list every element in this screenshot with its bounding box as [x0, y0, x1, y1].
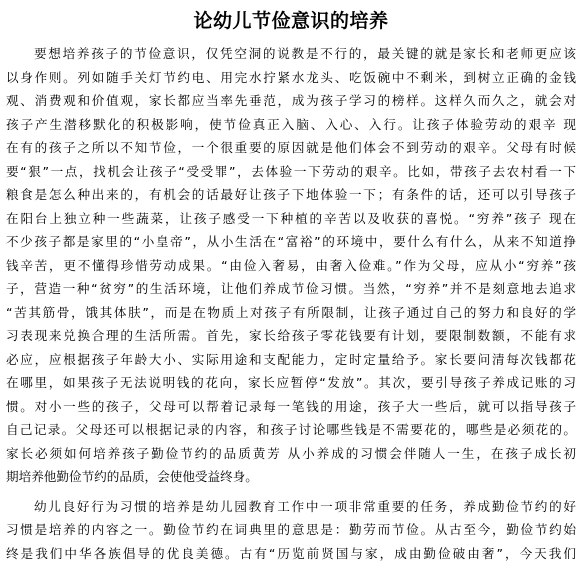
article-title: 论幼儿节俭意识的培养	[0, 8, 582, 34]
text-line: 在阳台上独立种一些蔬菜，让孩子感受一下种植的辛苦以及收获的喜悦。“穷养”孩子 现在	[6, 207, 576, 231]
text-line: 终是我们中华各族倡导的优良美德。古有“历览前贤国与家，成由勤俭破由奢”，今天我们	[6, 542, 576, 565]
text-line: 在有的孩子之所以不知节俭，一个很重要的原因就是他们体会不到劳动的艰辛。父母有时候	[6, 136, 576, 160]
article-body	[6, 42, 576, 565]
text-line: 孩子产生潜移默化的积极影响，使节俭真正入脑、入心、入行。让孩子体验劳动的艰辛 现	[6, 113, 576, 137]
text-line: 必应，应根据孩子年龄大小、实际用途和支配能力，定时定量给予。家长要问清每次钱都花	[6, 348, 576, 372]
text-line: 惯。对小一些的孩子，父母可以帮着记录每一笔钱的用途，孩子大一些后，就可以指导孩子	[6, 395, 576, 419]
text-line: 以身作则。列如随手关灯节约电、用完水拧紧水龙头、吃饭碗中不剩米，到树立正确的金钱	[6, 66, 576, 90]
text-line: 要“狠”一点，找机会让孩子“受受罪”，去体验一下劳动的艰辛。比如，带孩子去农村看一下	[6, 160, 576, 184]
text-line: 在哪里，如果孩子无法说明钱的花向，家长应暂停“发放”。其次，要引导孩子养成记账的习	[6, 371, 576, 395]
text-line: 习表现来兑换合理的生活所需。首先，家长给孩子零花钱要有计划，要限制数额，不能有求	[6, 324, 576, 348]
text-line: 家长必须如何培养孩子勤俭节约的品质黄芳 从小养成的习惯会伴随人一生，在孩子成长初	[6, 442, 576, 466]
text-line: 观、消费观和价值观，家长都应当率先垂范，成为孩子学习的榜样。这样久而久之，就会对	[6, 89, 576, 113]
text-line: 习惯是培养的内容之一。勤俭节约在词典里的意思是：勤劳而节俭。从古至今，勤俭节约始	[6, 518, 576, 542]
paragraph-1	[6, 42, 576, 489]
text-line: 粮食是怎么种出来的，有机会的话最好让孩子下地体验一下；有条件的话，还可以引导孩子	[6, 183, 576, 207]
text-line: 幼儿良好行为习惯的培养是幼儿园教育工作中一项非常重要的任务，养成勤俭节约的好	[6, 495, 576, 519]
text-line: 钱辛苦，更不懂得珍惜劳动成果。“由俭入奢易，由奢入俭难。”作为父母，应从小“穷养”孩	[6, 254, 576, 278]
paragraph-2	[6, 495, 576, 565]
text-line: 要想培养孩子的节俭意识，仅凭空洞的说教是不行的，最关键的就是家长和老师更应该	[6, 42, 576, 66]
text-line: 不少孩子都是家里的“小皇帝”，从小生活在“富裕”的环境中，要什么有什么，从来不知道挣	[6, 230, 576, 254]
text-line: 期培养他勤俭节约的品质，会使他受益终身。	[6, 465, 576, 489]
text-line: 自己记录。父母还可以根据记录的内容，和孩子讨论哪些钱是不需要花的，哪些是必须花的。	[6, 418, 576, 442]
text-line: 子，营造一种“贫穷”的生活环境，让他们养成节俭习惯。当然，“穷养”并不是刻意地去追求	[6, 277, 576, 301]
text-line: “苦其筋骨，饿其体肤”，而是在物质上对孩子有所限制，让孩子通过自己的努力和良好的学	[6, 301, 576, 325]
